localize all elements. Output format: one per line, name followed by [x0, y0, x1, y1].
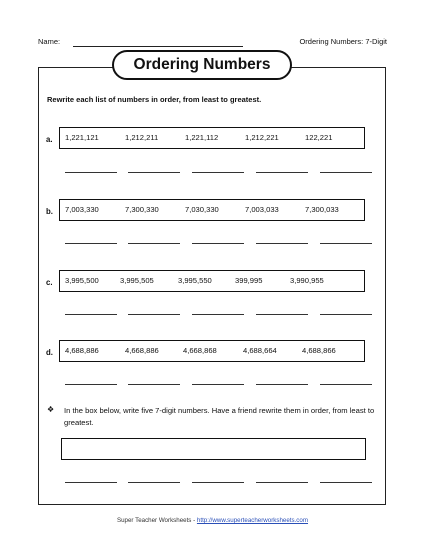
instructions: Rewrite each list of numbers in order, from least to greatest.	[47, 95, 262, 104]
answer-line[interactable]	[320, 482, 372, 483]
answer-line[interactable]	[128, 482, 180, 483]
answer-line[interactable]	[128, 314, 180, 315]
list-number: 7,030,330	[185, 205, 219, 214]
footer-site-name: Super Teacher Worksheets	[116, 517, 192, 524]
footer-separator: -	[193, 517, 196, 524]
list-number: 7,003,330	[65, 205, 99, 214]
answer-line[interactable]	[192, 384, 244, 385]
bonus-instructions: In the box below, write five 7-digit numbers. Have a friend rewrite them in order, from least to greatest.	[64, 406, 375, 427]
answer-line[interactable]	[192, 482, 244, 483]
list-number: 7,300,033	[305, 205, 339, 214]
list-number: 1,221,121	[65, 133, 99, 142]
list-number: 3,995,500	[65, 276, 99, 285]
answer-line[interactable]	[320, 243, 372, 244]
footer-url-link[interactable]: http://www.superteacherworksheets.com	[196, 517, 309, 524]
list-number: 3,990,955	[290, 276, 324, 285]
answer-line[interactable]	[65, 384, 117, 385]
diamond-bullet-icon: ❖	[47, 405, 55, 414]
name-line	[73, 46, 243, 47]
answer-line[interactable]	[256, 384, 308, 385]
list-number: 4,688,664	[243, 346, 277, 355]
answer-line[interactable]	[256, 243, 308, 244]
number-list-box-a	[59, 127, 365, 149]
list-number: 4,668,868	[183, 346, 217, 355]
list-number: 3,995,550	[178, 276, 212, 285]
list-number: 1,212,211	[125, 133, 159, 142]
answer-line[interactable]	[256, 172, 308, 173]
bonus-number-box[interactable]	[61, 438, 366, 460]
footer	[0, 517, 425, 524]
list-number: 399,995	[235, 276, 263, 285]
number-list-box-d	[59, 340, 365, 362]
list-number: 4,688,866	[302, 346, 336, 355]
answer-line[interactable]	[192, 243, 244, 244]
list-number: 4,688,886	[65, 346, 99, 355]
answer-line[interactable]	[192, 172, 244, 173]
problem-label-b: b.	[46, 207, 53, 216]
answer-line[interactable]	[256, 482, 308, 483]
list-number: 3,995,505	[120, 276, 154, 285]
number-list-box-c	[59, 270, 365, 292]
answer-line[interactable]	[65, 482, 117, 483]
answer-line[interactable]	[256, 314, 308, 315]
number-list-box-b	[59, 199, 365, 221]
list-number: 7,003,033	[245, 205, 279, 214]
answer-line[interactable]	[320, 314, 372, 315]
list-number: 1,212,221	[245, 133, 279, 142]
problem-label-c: c.	[46, 278, 53, 287]
answer-line[interactable]	[65, 172, 117, 173]
list-number: 1,221,112	[185, 133, 219, 142]
list-number: 122,221	[305, 133, 333, 142]
answer-line[interactable]	[128, 384, 180, 385]
answer-line[interactable]	[320, 384, 372, 385]
answer-line[interactable]	[192, 314, 244, 315]
page-title: Ordering Numbers	[133, 56, 271, 73]
name-label: Name:	[38, 37, 61, 46]
answer-line[interactable]	[65, 243, 117, 244]
list-number: 7,300,330	[125, 205, 159, 214]
answer-line[interactable]	[128, 243, 180, 244]
problem-label-a: a.	[46, 135, 53, 144]
header	[38, 37, 387, 49]
answer-line[interactable]	[128, 172, 180, 173]
title-banner	[112, 50, 292, 80]
answer-line[interactable]	[320, 172, 372, 173]
problem-label-d: d.	[46, 348, 53, 357]
worksheet-title: Ordering Numbers: 7-Digit	[299, 37, 387, 46]
list-number: 4,668,886	[125, 346, 159, 355]
answer-line[interactable]	[65, 314, 117, 315]
